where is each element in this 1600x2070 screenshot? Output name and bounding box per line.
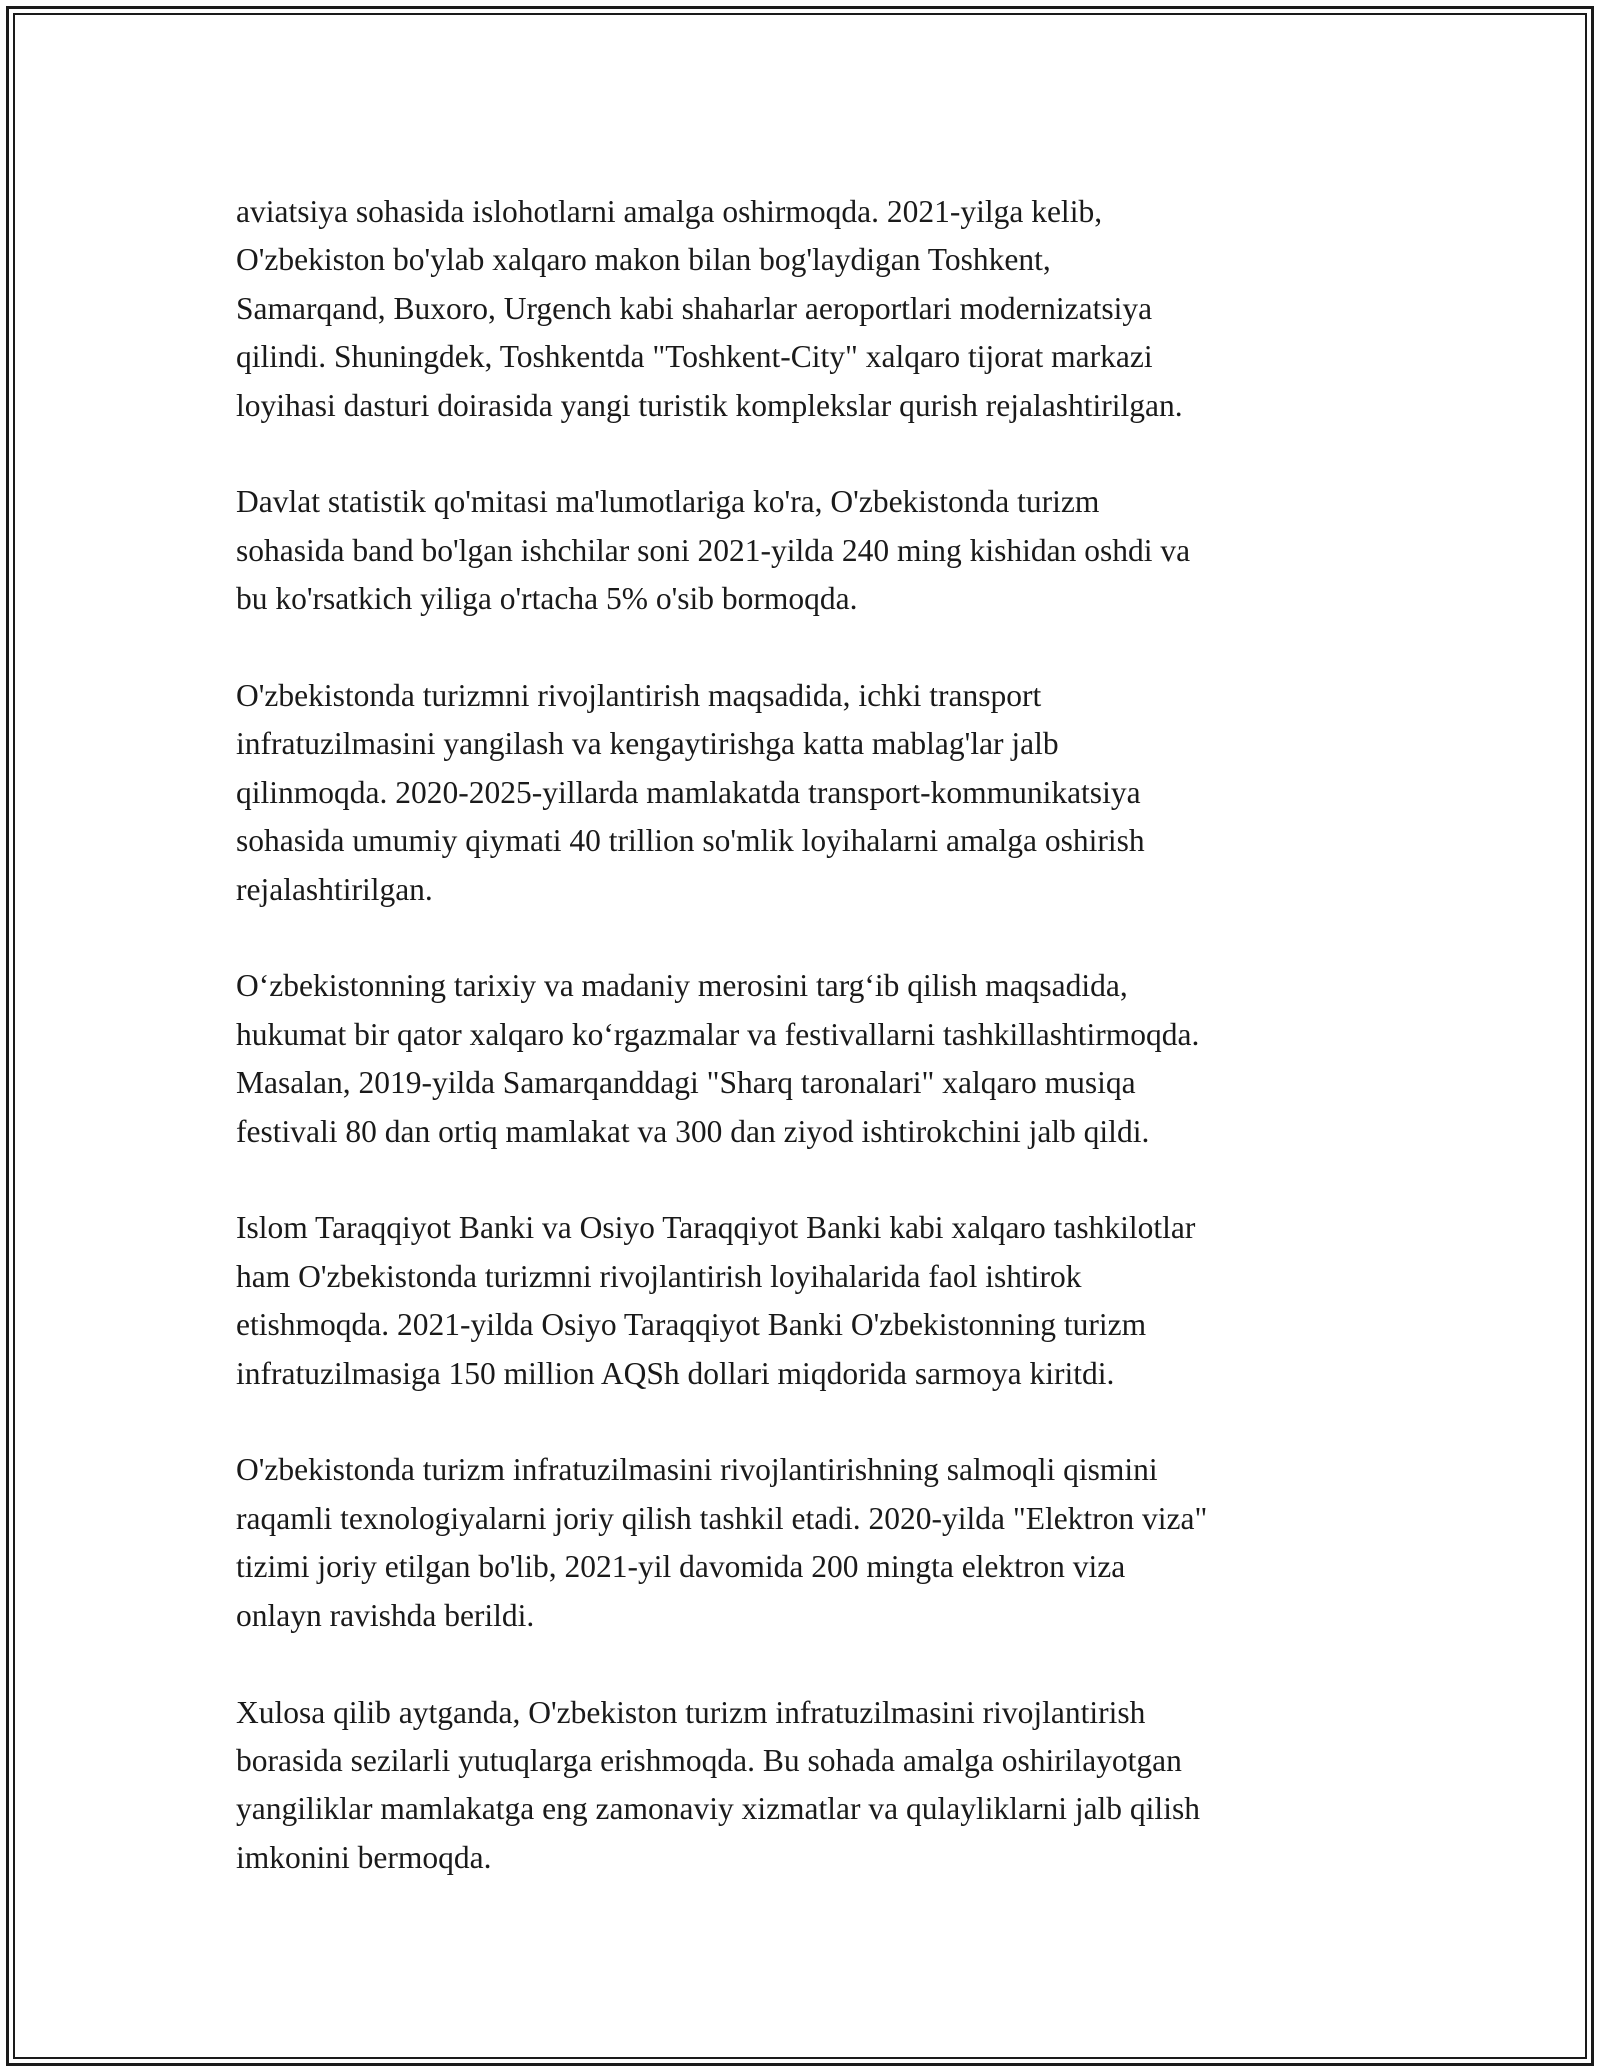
text-line: Samarqand, Buxoro, Urgench kabi shaharlar aeroportlari modernizatsiya <box>236 290 1153 326</box>
document-body <box>236 188 1376 1931</box>
paragraph-international-banks <box>236 1204 1376 1398</box>
text-line: Davlat statistik qo'mitasi ma'lumotlariga ko'ra, O'zbekistonda turizm <box>236 484 1100 520</box>
text-line: Xulosa qilib aytganda, O'zbekiston turizm infratuzilmasini rivojlantirish <box>236 1694 1146 1730</box>
text-line: loyihasi dasturi doirasida yangi turistik komplekslar qurish rejalashtirilgan. <box>236 387 1183 423</box>
text-line: infratuzilmasini yangilash va kengaytirishga katta mablag'lar jalb <box>236 726 1059 762</box>
text-line: aviatsiya sohasida islohotlarni amalga oshirmoqda. 2021-yilga kelib, <box>236 194 1103 229</box>
text-line: etishmoqda. 2021-yilda Osiyo Taraqqiyot Banki O'zbekistonning turizm <box>236 1307 1147 1343</box>
paragraph-digital-technologies <box>236 1446 1376 1640</box>
text-line: Islom Taraqqiyot Banki va Osiyo Taraqqiyot Banki kabi xalqaro tashkilotlar <box>236 1210 1196 1246</box>
text-line: O'zbekistonda turizm infratuzilmasini rivojlantirishning salmoqli qismini <box>236 1452 1158 1488</box>
text-line: yangiliklar mamlakatga eng zamonaviy xizmatlar va qulayliklarni jalb qilish <box>236 1791 1200 1827</box>
text-line: infratuzilmasiga 150 million AQSh dollari miqdorida sarmoya kiritdi. <box>236 1355 1115 1391</box>
paragraph-transport-infrastructure <box>236 672 1376 914</box>
text-line: tizimi joriy etilgan bo'lib, 2021-yil davomida 200 mingta elektron viza <box>236 1549 1126 1585</box>
text-line: O'zbekistonda turizmni rivojlantirish maqsadida, ichki transport <box>236 678 1042 714</box>
text-line: borasida sezilarli yutuqlarga erishmoqda. Bu sohada amalga oshirilayotgan <box>236 1742 1182 1778</box>
text-line: Masalan, 2019-yilda Samarqanddagi "Sharq taronalari" xalqaro musiqa <box>236 1065 1136 1101</box>
paragraph-cultural-heritage <box>236 962 1376 1156</box>
text-line: O‘zbekistonning tarixiy va madaniy merosini targ‘ib qilish maqsadida, <box>236 968 1128 1004</box>
text-line: rejalashtirilgan. <box>236 871 433 907</box>
text-line: sohasida band bo'lgan ishchilar soni 2021-yilda 240 ming kishidan oshdi va <box>236 532 1191 568</box>
text-line: sohasida umumiy qiymati 40 trillion so'mlik loyihalarni amalga oshirish <box>236 823 1145 859</box>
text-line: festivali 80 dan ortiq mamlakat va 300 dan ziyod ishtirokchini jalb qildi. <box>236 1113 1150 1149</box>
paragraph-conclusion <box>236 1689 1376 1883</box>
paragraph-aviation-reforms <box>236 188 1376 430</box>
text-line: bu ko'rsatkich yiliga o'rtacha 5% o'sib bormoqda. <box>236 581 858 617</box>
text-line: imkonini bermoqda. <box>236 1839 492 1875</box>
text-line: ham O'zbekistonda turizmni rivojlantirish loyihalarida faol ishtirok <box>236 1258 1082 1294</box>
text-line: onlayn ravishda berildi. <box>236 1597 535 1633</box>
text-line: O'zbekiston bo'ylab xalqaro makon bilan bog'laydigan Toshkent, <box>236 242 1051 278</box>
text-line: qilinmoqda. 2020-2025-yillarda mamlakatda transport-kommunikatsiya <box>236 774 1141 810</box>
text-line: qilindi. Shuningdek, Toshkentda "Toshkent-City" xalqaro tijorat markazi <box>236 339 1153 375</box>
text-line: raqamli texnologiyalarni joriy qilish tashkil etadi. 2020-yilda "Elektron viza" <box>236 1500 1208 1536</box>
text-line: hukumat bir qator xalqaro ko‘rgazmalar va festivallarni tashkillashtirmoqda. <box>236 1016 1200 1052</box>
paragraph-tourism-employment <box>236 478 1376 623</box>
